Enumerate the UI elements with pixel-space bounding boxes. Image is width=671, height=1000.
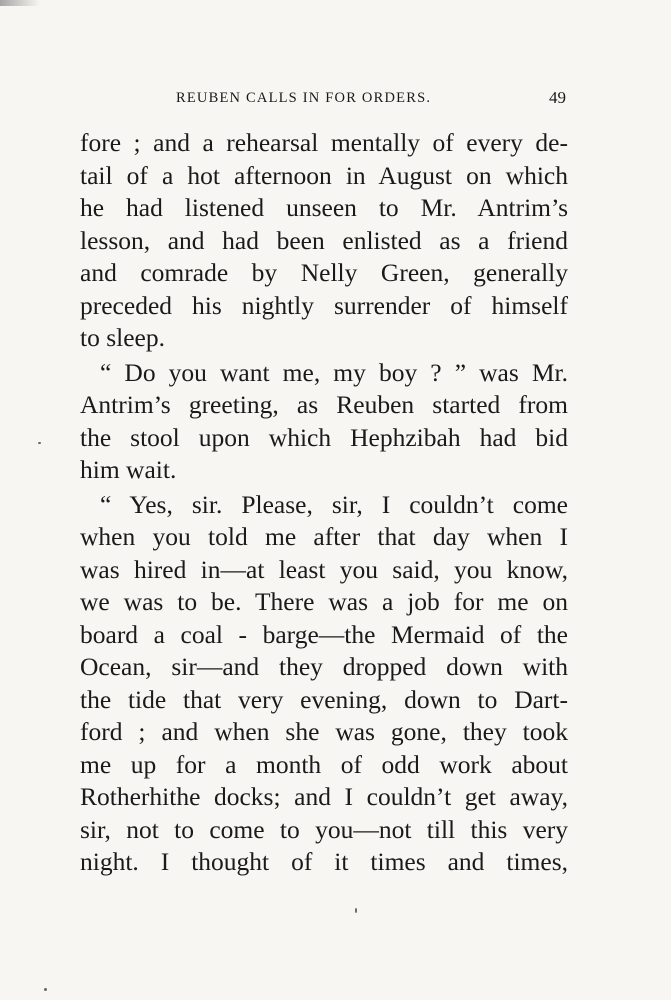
scan-speck bbox=[38, 442, 41, 444]
text-line: the tide that very evening, down to Dart- bbox=[80, 684, 568, 714]
text-line: tail of a hot afternoon in August on which bbox=[80, 160, 568, 190]
text-line: Antrim’s greeting, as Reuben started from bbox=[80, 390, 568, 419]
text-line: board a coal - barge—the Mermaid of the bbox=[80, 619, 568, 649]
text-line: him wait. bbox=[80, 455, 177, 484]
text-line: and comrade by Nelly Green, generally bbox=[80, 258, 568, 287]
running-head: REUBEN CALLS IN FOR ORDERS. bbox=[176, 90, 432, 106]
text-line: when you told me after that day when I bbox=[80, 522, 568, 551]
text-line: fore ; and a rehearsal mentally of every de- bbox=[80, 128, 568, 157]
text-line: preceded his nightly surrender of himself bbox=[80, 290, 568, 320]
text-line: to sleep. bbox=[80, 323, 165, 352]
scan-speck bbox=[355, 908, 357, 913]
text-line: the stool upon which Hephzibah had bid bbox=[80, 422, 568, 452]
text-line: “ Yes, sir. Please, sir, I couldn’t come bbox=[100, 489, 568, 519]
page-header bbox=[80, 88, 568, 110]
scan-corner-mark bbox=[0, 0, 40, 6]
body-text bbox=[80, 127, 568, 879]
text-line: sir, not to come to you—not till this very bbox=[80, 814, 568, 844]
scan-speck bbox=[44, 988, 47, 991]
text-line: was hired in—at least you said, you know, bbox=[80, 554, 568, 584]
text-line: he had listened unseen to Mr. Antrim’s bbox=[80, 193, 568, 222]
page-number: 49 bbox=[549, 88, 566, 107]
text-line: Rotherhithe docks; and I couldn’t get away, bbox=[80, 782, 568, 811]
text-line: lesson, and had been enlisted as a friend bbox=[80, 225, 568, 255]
text-line: me up for a month of odd work about bbox=[80, 749, 568, 779]
text-line: “ Do you want me, my boy ? ” was Mr. bbox=[100, 357, 568, 387]
text-line: we was to be. There was a job for me on bbox=[80, 587, 568, 616]
text-line: ford ; and when she was gone, they took bbox=[80, 717, 568, 746]
text-line: Ocean, sir—and they dropped down with bbox=[80, 652, 568, 681]
text-line: night. I thought of it times and times, bbox=[80, 847, 568, 876]
